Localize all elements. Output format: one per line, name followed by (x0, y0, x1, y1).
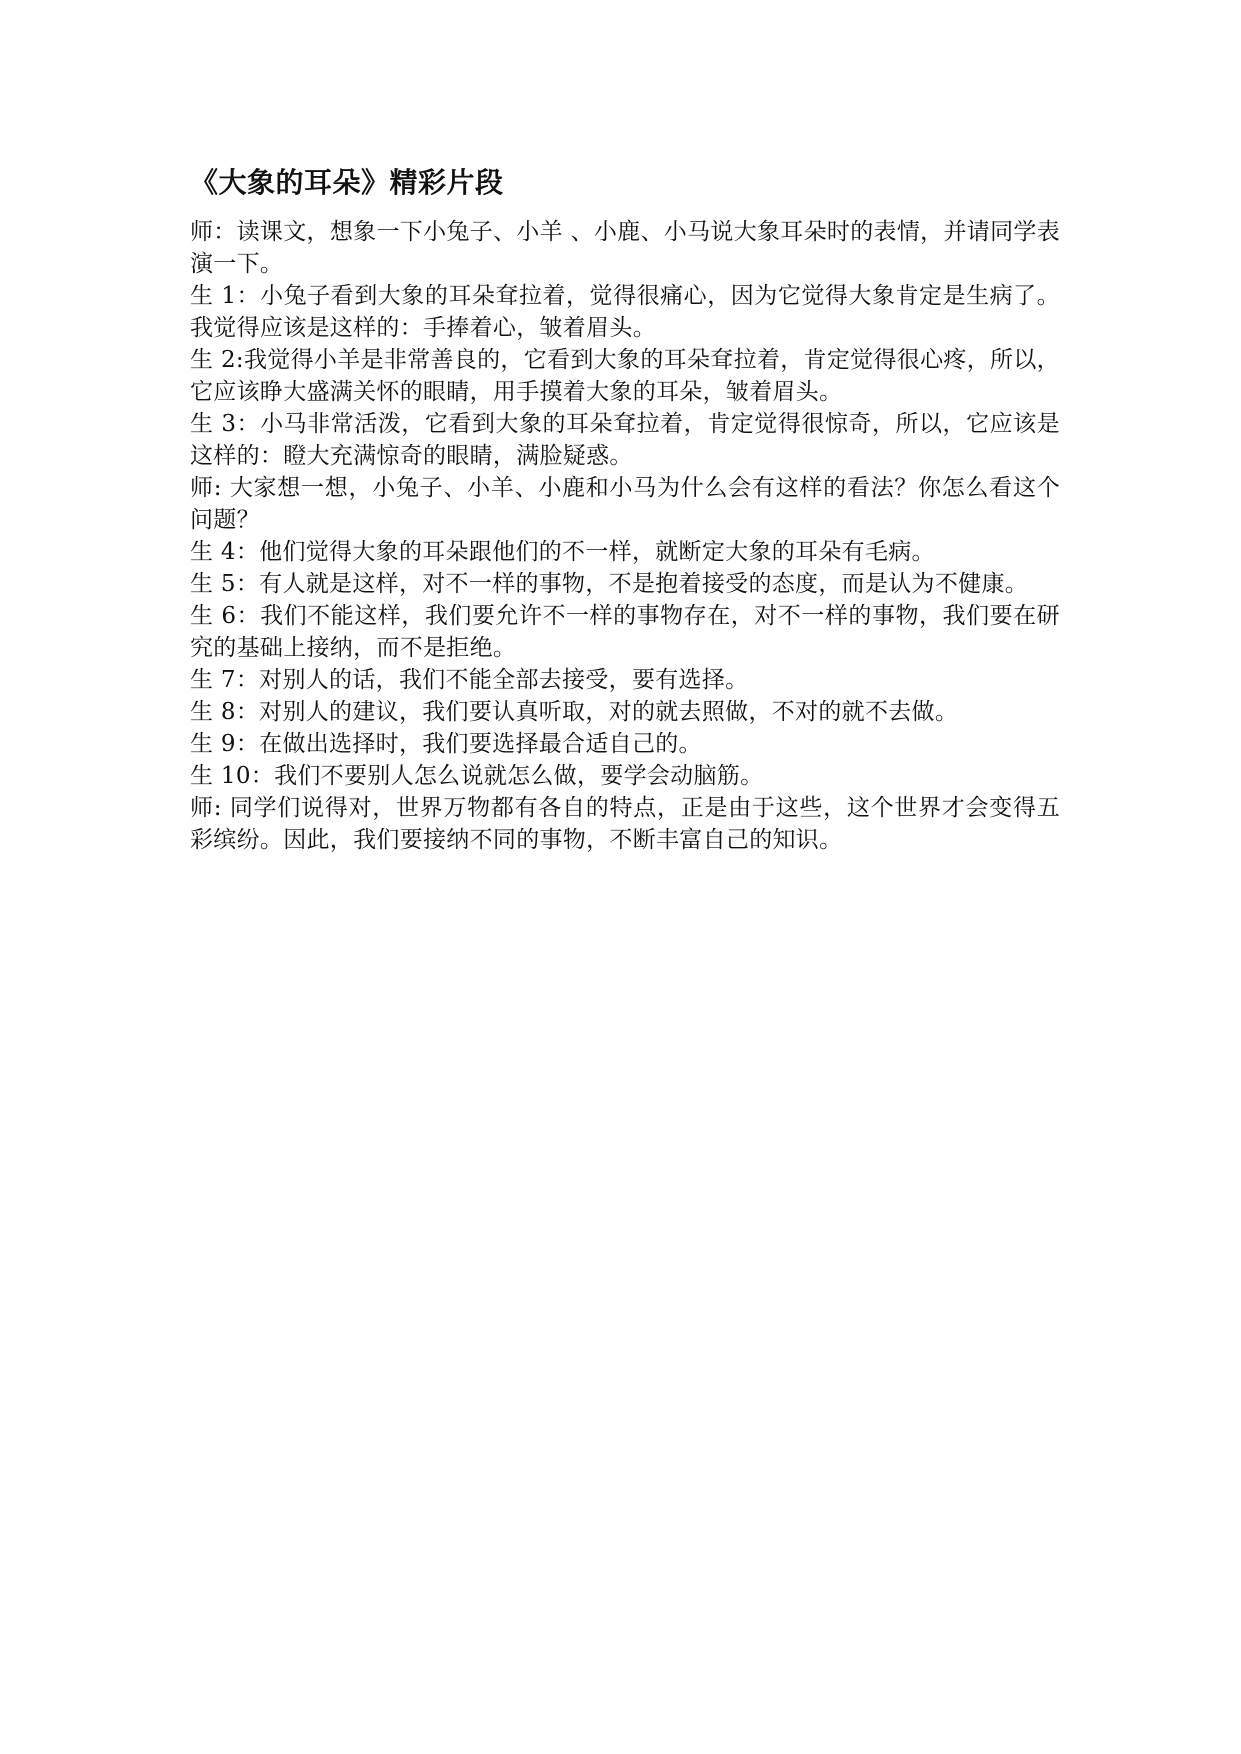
paragraph-student-10: 生 10：我们不要别人怎么说就怎么做，要学会动脑筋。 (190, 763, 764, 789)
paragraph-teacher-question: 师: 大家想一想，小兔子、小羊、小鹿和小马为什么会有这样的看法？你怎么看这个问题？ (190, 475, 1060, 533)
paragraph-student-4: 生 4：他们觉得大象的耳朵跟他们的不一样，就断定大象的耳朵有毛病。 (190, 539, 935, 565)
paragraph-student-5: 生 5：有人就是这样，对不一样的事物，不是抱着接受的态度，而是认为不健康。 (190, 571, 1029, 597)
paragraph-student-1: 生 1：小兔子看到大象的耳朵耷拉着，觉得很痛心，因为它觉得大象肯定是生病了。我觉得应该是这样的：手捧着心，皱着眉头。 (190, 283, 1060, 341)
paragraph-teacher-intro: 师：读课文，想象一下小兔子、小羊 、小鹿、小马说大象耳朵时的表情，并请同学表演一下。 (190, 219, 1060, 277)
paragraph-student-6: 生 6：我们不能这样，我们要允许不一样的事物存在，对不一样的事物，我们要在研究的基础上接纳，而不是拒绝。 (190, 603, 1060, 661)
paragraph-student-3: 生 3：小马非常活泼，它看到大象的耳朵耷拉着，肯定觉得很惊奇，所以，它应该是这样的：瞪大充满惊奇的眼睛，满脸疑惑。 (190, 411, 1060, 469)
paragraph-student-2: 生 2:我觉得小羊是非常善良的，它看到大象的耳朵耷拉着，肯定觉得很心疼，所以，它应该睁大盛满关怀的眼睛，用手摸着大象的耳朵，皱着眉头。 (190, 347, 1060, 405)
paragraph-student-8: 生 8：对别人的建议，我们要认真听取，对的就去照做，不对的就不去做。 (190, 699, 959, 725)
paragraph-student-7: 生 7：对别人的话，我们不能全部去接受，要有选择。 (190, 667, 749, 693)
paragraph-teacher-conclusion: 师: 同学们说得对，世界万物都有各自的特点，正是由于这些，这个世界才会变得五彩缤纷。因此，我们要接纳不同的事物，不断丰富自己的知识。 (190, 795, 1060, 853)
document-title: 《大象的耳朵》精彩片段 (190, 166, 504, 199)
paragraph-student-9: 生 9：在做出选择时，我们要选择最合适自己的。 (190, 731, 702, 757)
document-content (190, 160, 1060, 856)
